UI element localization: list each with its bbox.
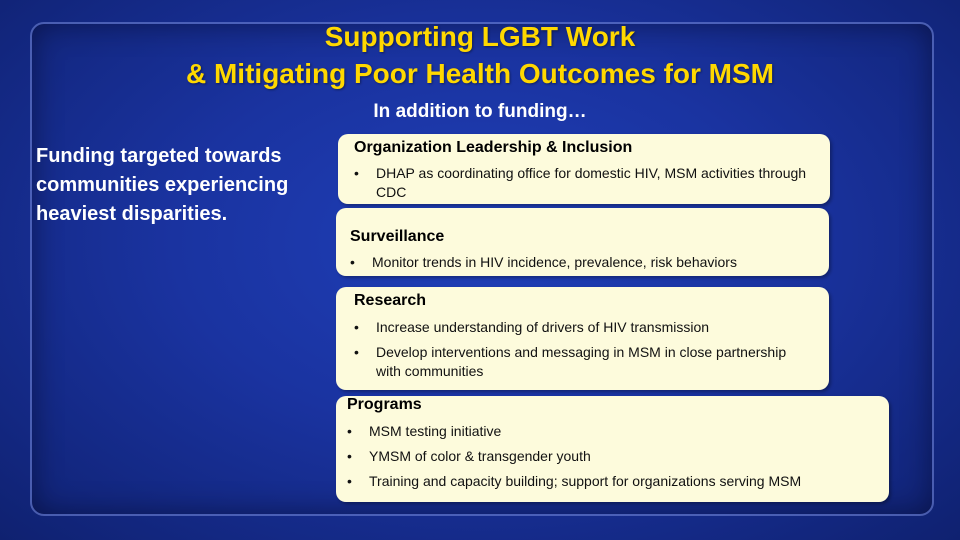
org-leadership-box bbox=[338, 134, 830, 204]
list-item bbox=[347, 422, 882, 441]
list-item-text: Training and capacity building; support for organizations serving MSM bbox=[369, 473, 802, 489]
list-item-text: MSM testing initiative bbox=[369, 423, 502, 439]
bullet-list bbox=[350, 253, 820, 272]
list-item-text: DHAP as coordinating office for domestic HIV, MSM activities through CDC bbox=[376, 165, 807, 200]
list-item bbox=[354, 164, 814, 202]
list-item bbox=[354, 343, 814, 381]
bullet-icon: • bbox=[354, 344, 359, 360]
list-item bbox=[354, 318, 814, 337]
research-box bbox=[336, 287, 829, 390]
slide-title bbox=[0, 18, 960, 92]
title-line-1: Supporting LGBT Work bbox=[324, 21, 636, 52]
bullet-list bbox=[347, 422, 882, 497]
list-item bbox=[347, 472, 882, 491]
box-heading: Research bbox=[354, 292, 427, 309]
bullet-list bbox=[354, 164, 814, 202]
bullet-icon: • bbox=[347, 448, 352, 464]
bullet-icon: • bbox=[347, 423, 352, 439]
bullet-list bbox=[354, 318, 814, 387]
title-line-2: & Mitigating Poor Health Outcomes for MSM bbox=[185, 58, 774, 89]
box-heading: Organization Leadership & Inclusion bbox=[354, 139, 633, 156]
list-item-text: YMSM of color & transgender youth bbox=[369, 448, 591, 464]
list-item-text: Develop interventions and messaging in MSM in close partnership with communities bbox=[376, 344, 787, 379]
list-item-text: Increase understanding of drivers of HIV transmission bbox=[376, 319, 710, 335]
box-heading: Programs bbox=[347, 396, 422, 413]
bullet-icon: • bbox=[347, 473, 352, 489]
slide-subtitle: In addition to funding… bbox=[373, 101, 587, 122]
bullet-icon: • bbox=[354, 319, 359, 335]
funding-note: Funding targeted towards communities experiencing heaviest disparities. bbox=[36, 145, 289, 225]
programs-box bbox=[336, 396, 889, 502]
list-item bbox=[347, 447, 882, 466]
box-heading: Surveillance bbox=[350, 228, 445, 245]
surveillance-box bbox=[336, 208, 829, 276]
bullet-icon: • bbox=[354, 165, 359, 181]
list-item bbox=[350, 253, 820, 272]
bullet-icon: • bbox=[350, 254, 355, 270]
list-item-text: Monitor trends in HIV incidence, prevalence, risk behaviors bbox=[372, 254, 737, 270]
